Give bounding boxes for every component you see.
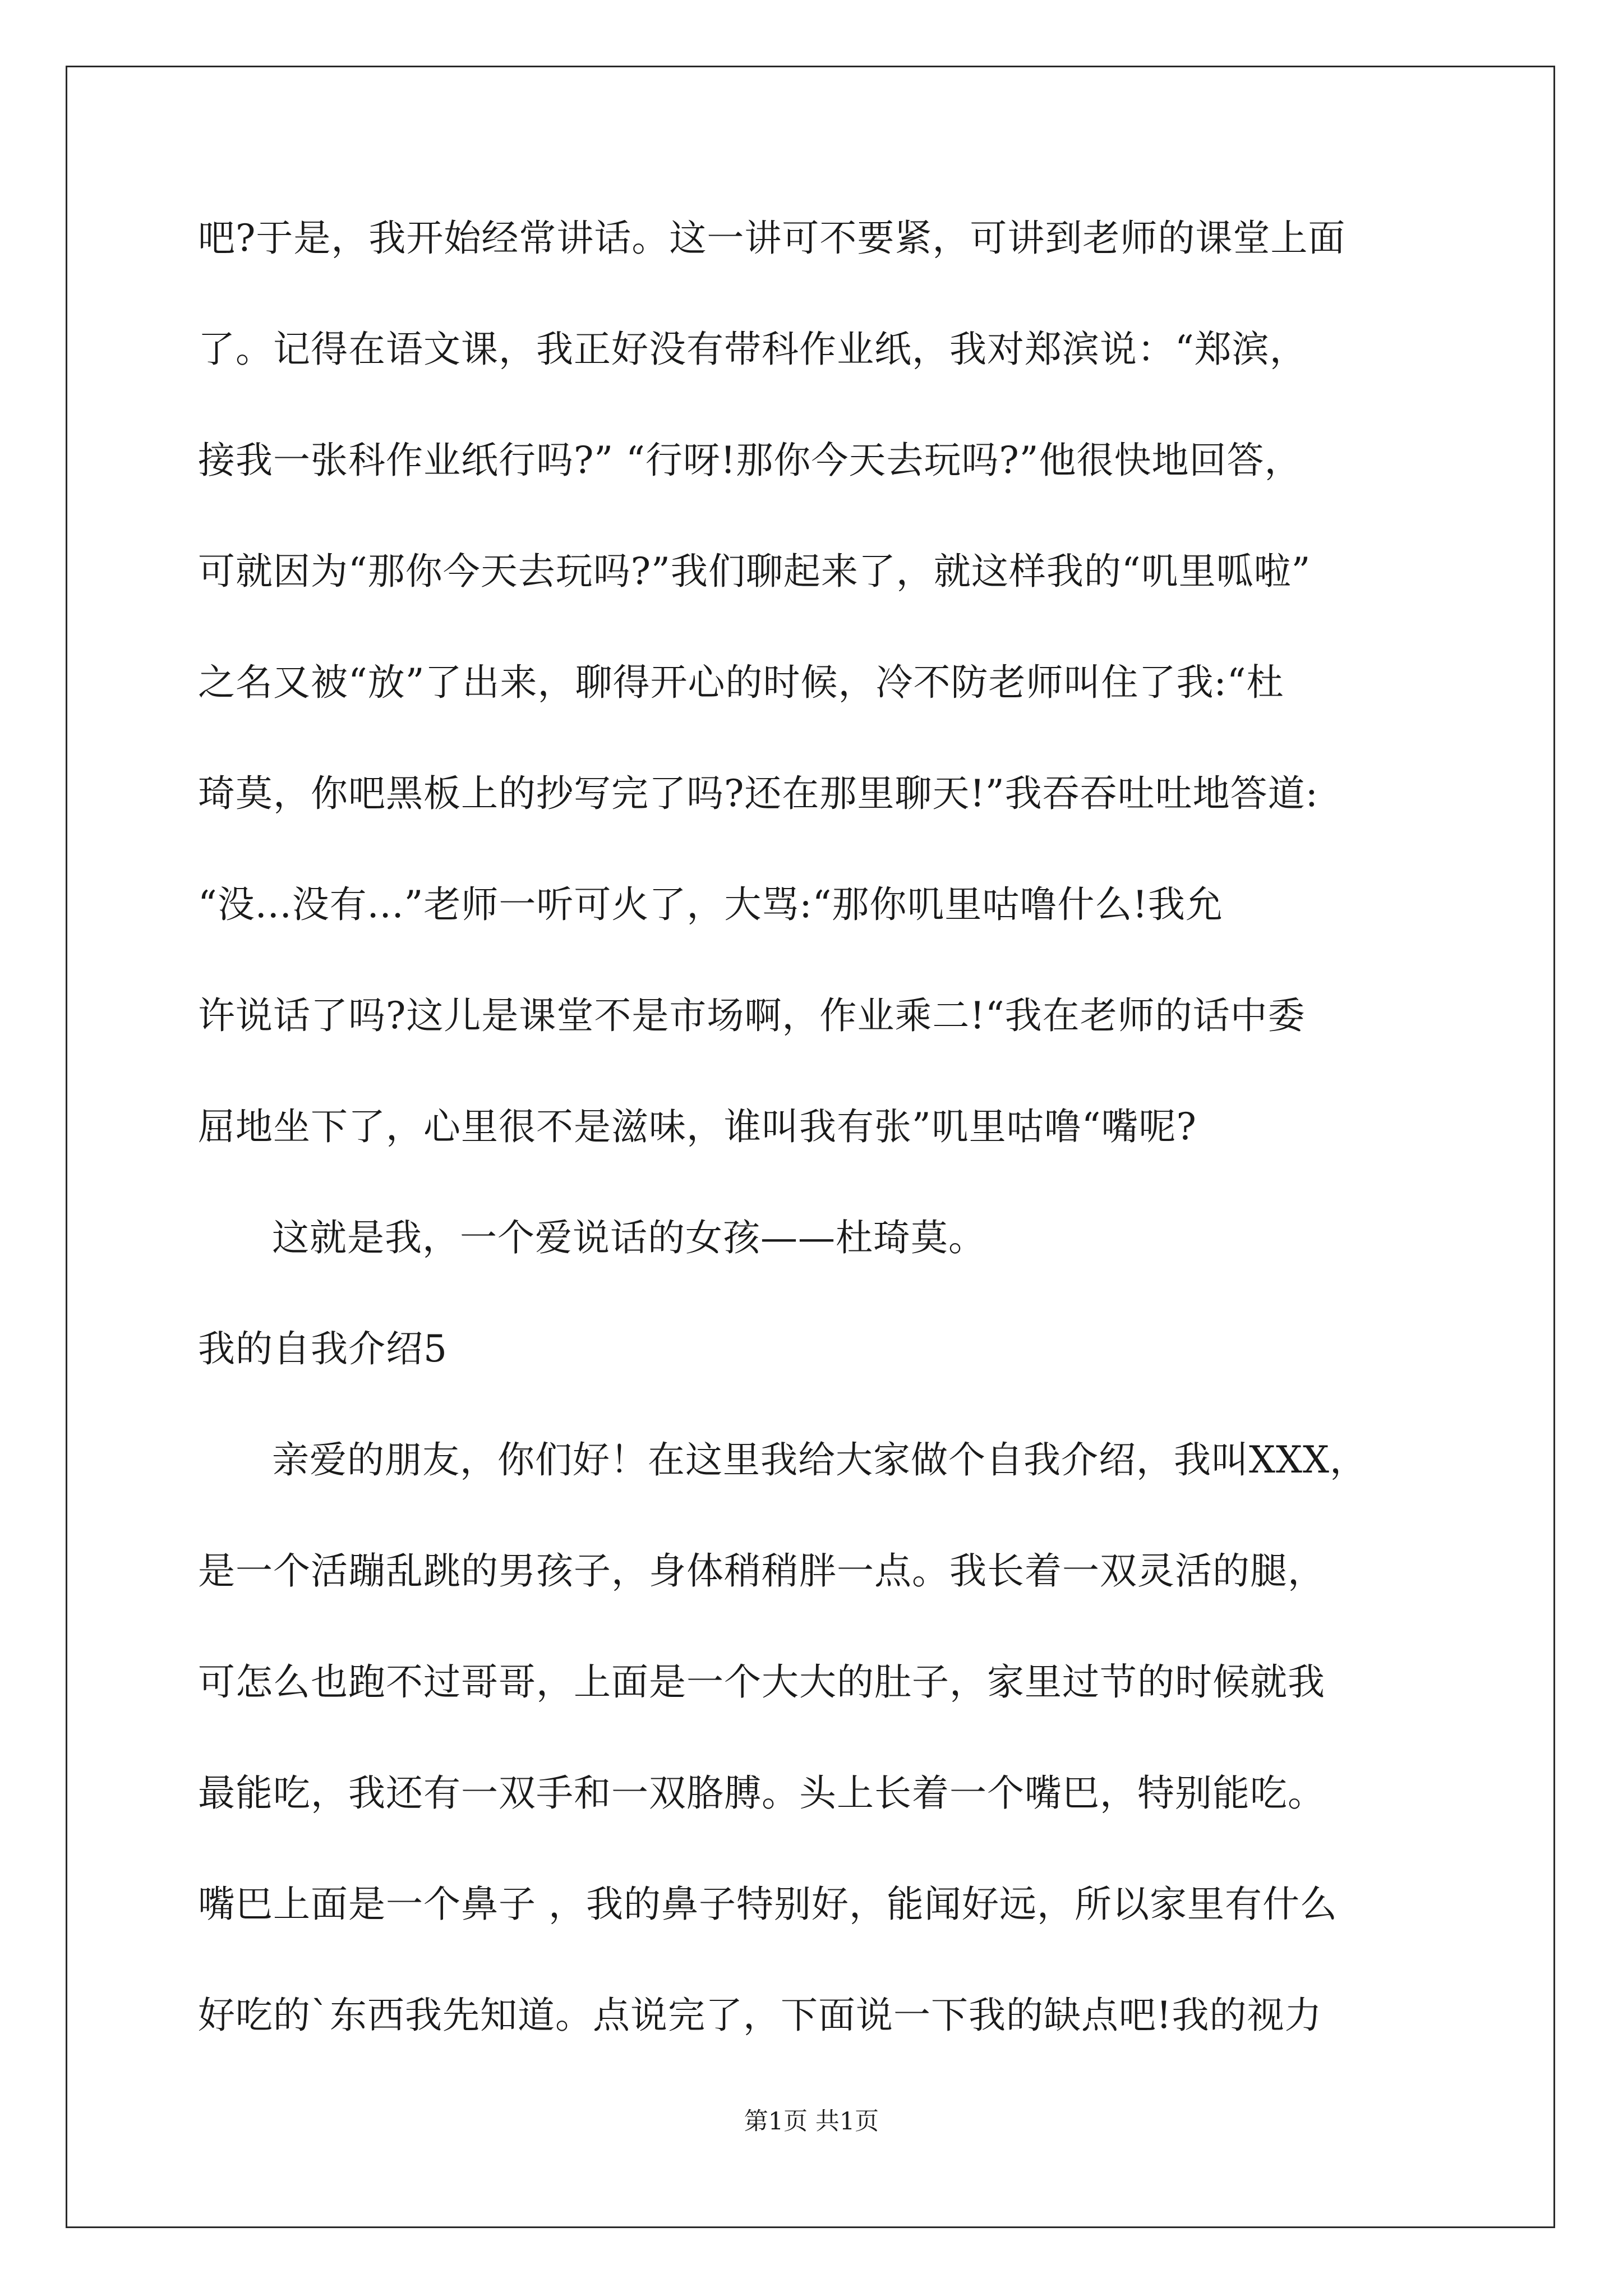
text-line: “没...没有...”老师一听可火了，大骂:“那你叽里咕噜什么!我允: [198, 883, 1223, 926]
text-line: 接我一张科作业纸行吗?” “行呀!那你今天去玩吗?”他很快地回答，: [198, 439, 1302, 482]
text-line: 了。记得在语文课，我正好没有带科作业纸，我对郑滨说：“郑滨，: [198, 328, 1307, 371]
text-line: 可就因为“那你今天去玩吗?”我们聊起来了，就这样我的“叽里呱啦”: [198, 550, 1311, 593]
text-line: 琦莫，你吧黑板上的抄写完了吗?还在那里聊天!”我吞吞吐吐地答道:: [198, 772, 1318, 815]
text-line: 嘴巴上面是一个鼻子 ，我的鼻子特别好，能闻好远，所以家里有什么: [198, 1883, 1338, 1926]
text-line: 好吃的`东西我先知道。点说完了，下面说一下我的缺点吧!我的视力: [198, 1994, 1322, 2037]
paragraph-line: 这就是我，一个爱说话的女孩——杜琦莫。: [272, 1216, 986, 1259]
text-line: 最能吃，我还有一双手和一双胳膊。头上长着一个嘴巴，特别能吃。: [198, 1772, 1325, 1815]
text-line: 之名又被“放”了出来，聊得开心的时候，冷不防老师叫住了我:“杜: [198, 661, 1284, 704]
section-heading: 我的自我介绍5: [198, 1327, 448, 1370]
paragraph-line: 亲爱的朋友，你们好！在这里我给大家做个自我介绍，我叫XXX，: [272, 1438, 1367, 1481]
text-line: 屈地坐下了，心里很不是滋味，谁叫我有张”叽里咕噜“嘴呢?: [198, 1105, 1197, 1148]
page-number: 第1页 共1页: [744, 2108, 879, 2136]
text-line: 可怎么也跑不过哥哥，上面是一个大大的肚子，家里过节的时候就我: [198, 1660, 1325, 1704]
text-line: 许说话了吗?这儿是课堂不是市场啊，作业乘二!“我在老师的话中委: [198, 994, 1306, 1037]
text-line: 是一个活蹦乱跳的男孩子，身体稍稍胖一点。我长着一双灵活的腿，: [198, 1549, 1325, 1593]
text-line: 吧?于是，我开始经常讲话。这一讲可不要紧，可讲到老师的课堂上面: [198, 217, 1346, 260]
